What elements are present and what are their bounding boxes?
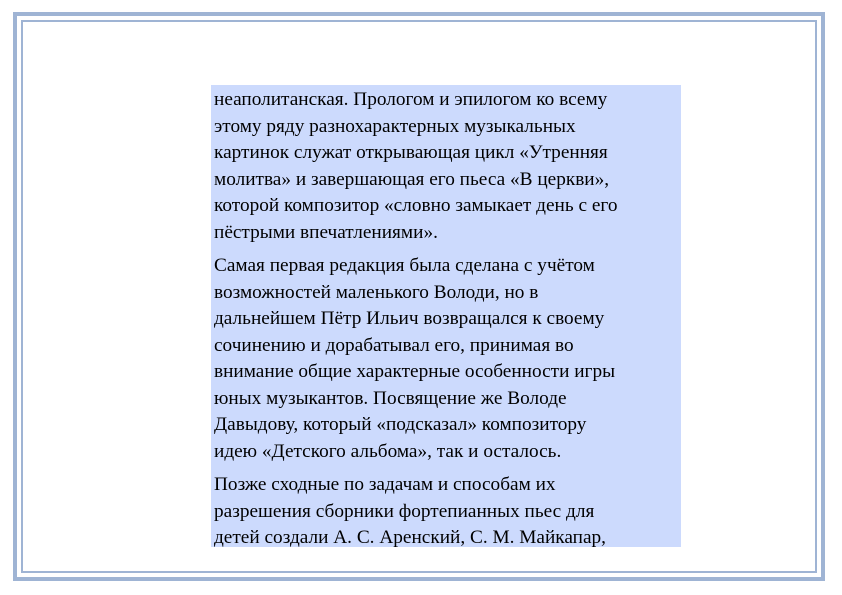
text-line: неаполитанская. Прологом и эпилогом ко всему [214,89,608,110]
text-line: идею «Детского альбома», так и осталось. [214,440,562,462]
text-line: юных музыкантов. Посвящение же Володе [214,387,567,409]
text-line: сочинению и дорабатывал его, принимая во [214,334,574,356]
paragraph [214,472,677,547]
paragraph [214,87,677,246]
text-line: пёстрыми впечатлениями». [214,221,438,243]
text-line: которой композитор «словно замыкает день с его [214,195,618,216]
text-line: внимание общие характерные особенности игры [214,361,616,382]
text-line: Самая первая редакция была сделана с учётом [214,255,595,276]
text-line: картинок служат открывающая цикл «Утренняя [214,142,608,163]
text-line: молитва» и завершающая его пьеса «В церкви», [214,168,610,190]
paragraph [214,253,677,465]
text-line: разрешения сборники фортепианных пьес для [214,500,595,522]
text-line: возможностей маленького Володи, но в [214,281,539,303]
text-block [211,85,681,547]
text-line: Давыдову, который «подсказал» композитору [214,414,587,435]
text-line: детей создали А. С. Аренский, С. М. Майкапар, [214,527,606,547]
text-line: этому ряду разнохарактерных музыкальных [214,115,576,137]
text-line: дальнейшем Пётр Ильич возвращался к своему [214,308,605,329]
text-line: Позже сходные по задачам и способам их [214,474,556,495]
